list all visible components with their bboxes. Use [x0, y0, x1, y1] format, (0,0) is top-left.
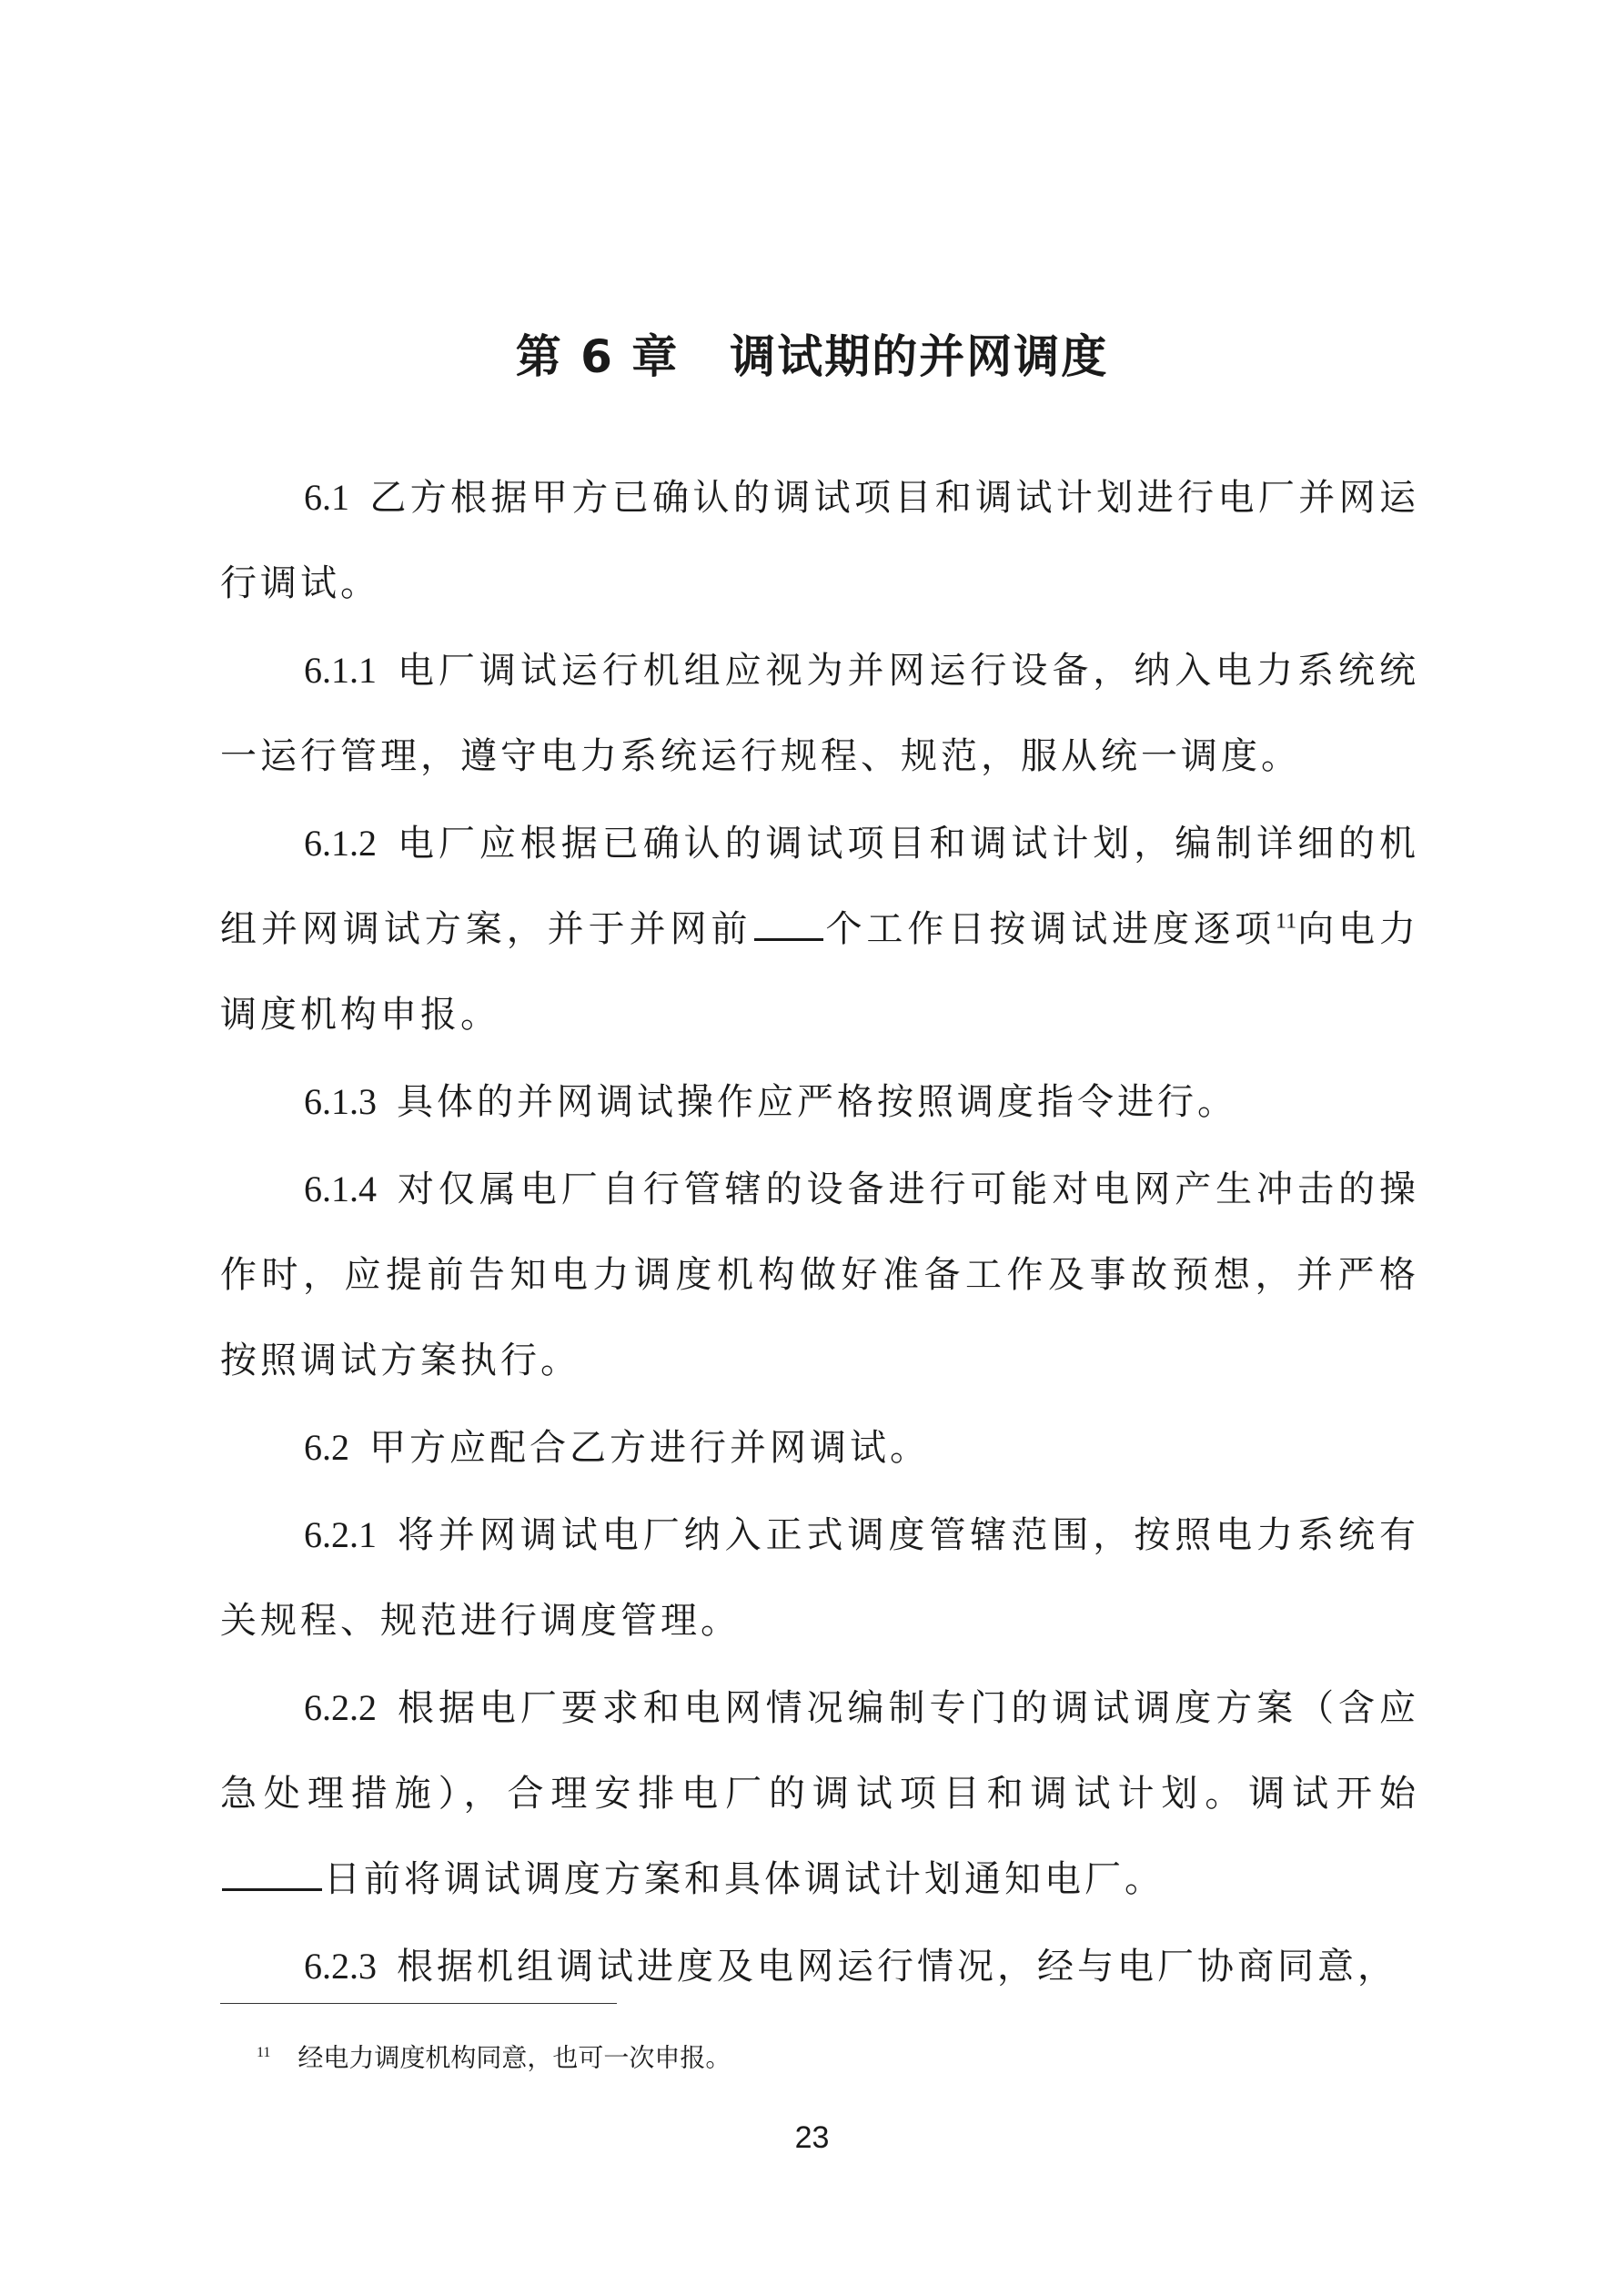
paragraph-6-1-2 [220, 801, 1419, 1057]
paragraph-text: 根据电厂要求和电网情况编制专门的调试调度方案（含应急处理措施），合理安排电厂的调试项目和调试计划。调试开始 [220, 1687, 1419, 1815]
section-number: 6.2.3 [304, 1946, 377, 1987]
section-number: 6.1.4 [304, 1168, 377, 1209]
paragraph-6-1-4 [220, 1147, 1419, 1403]
paragraph-text: 个工作日按调试进度逐项 [824, 908, 1276, 950]
fill-in-blank-days [222, 1856, 322, 1891]
paragraph-6-1-1 [220, 628, 1419, 799]
paragraph-6-2-3 [220, 1924, 1419, 2009]
paragraph-6-2-1 [220, 1492, 1419, 1664]
paragraph-text: 根据机组调试进度及电网运行情况，经与电厂协商同意， [397, 1946, 1397, 1988]
chapter-label: 第 6 章 [515, 330, 680, 383]
section-number: 6.2.1 [304, 1514, 377, 1555]
paragraph-6-1 [220, 455, 1419, 626]
paragraph-text: 将并网调试电厂纳入正式调度管辖范围，按照电力系统有关规程、规范进行调度管理。 [220, 1514, 1419, 1642]
paragraph-6-1-3 [220, 1059, 1419, 1145]
footnote-text: 经电力调度机构同意，也可一次申报。 [298, 2042, 731, 2073]
section-number: 6.1.3 [304, 1081, 377, 1122]
fill-in-blank-workdays [754, 905, 823, 941]
chapter-title [0, 320, 1624, 386]
paragraph-text: 甲方应配合乙方进行并网调试。 [369, 1427, 930, 1469]
section-number: 6.2 [304, 1427, 349, 1468]
paragraph-text: 对仅属电厂自行管辖的设备进行可能对电网产生冲击的操作时，应提前告知电力调度机构做好准备工作及事故预想，并严格按照调试方案执行。 [220, 1168, 1419, 1381]
paragraph-6-2 [220, 1405, 1419, 1491]
paragraph-text: 日前将调试调度方案和具体调试计划通知电厂。 [324, 1858, 1165, 1900]
section-number: 6.1.2 [304, 823, 377, 864]
paragraph-text: 电厂调试运行机组应视为并网运行设备，纳入电力系统统一运行管理，遵守电力系统运行规程、规范，服从统一调度。 [220, 650, 1419, 777]
body-text [220, 455, 1419, 2011]
section-number: 6.2.2 [304, 1687, 377, 1728]
paragraph-6-2-2 [220, 1665, 1419, 1922]
footnote-mark: 11 [257, 2045, 271, 2060]
paragraph-text: 电厂应根据已确认的调试项目和调试计划，编制详细的机组并网调试方案，并于并网前 [220, 823, 1419, 950]
section-number: 6.1 [304, 477, 349, 518]
page-number: 23 [794, 2120, 830, 2155]
paragraph-text: 乙方根据甲方已确认的调试项目和调试计划进行电厂并网运行调试。 [220, 477, 1419, 604]
footnote [257, 2035, 731, 2076]
footnote-reference: 11 [1276, 909, 1297, 934]
section-number: 6.1.1 [304, 650, 377, 691]
paragraph-text: 具体的并网调试操作应严格按照调度指令进行。 [397, 1081, 1237, 1123]
footnote-divider [220, 2003, 617, 2004]
paragraph-text: 向电力调度机构申报。 [220, 908, 1420, 1036]
chapter-name: 调试期的并网调度 [730, 330, 1109, 383]
